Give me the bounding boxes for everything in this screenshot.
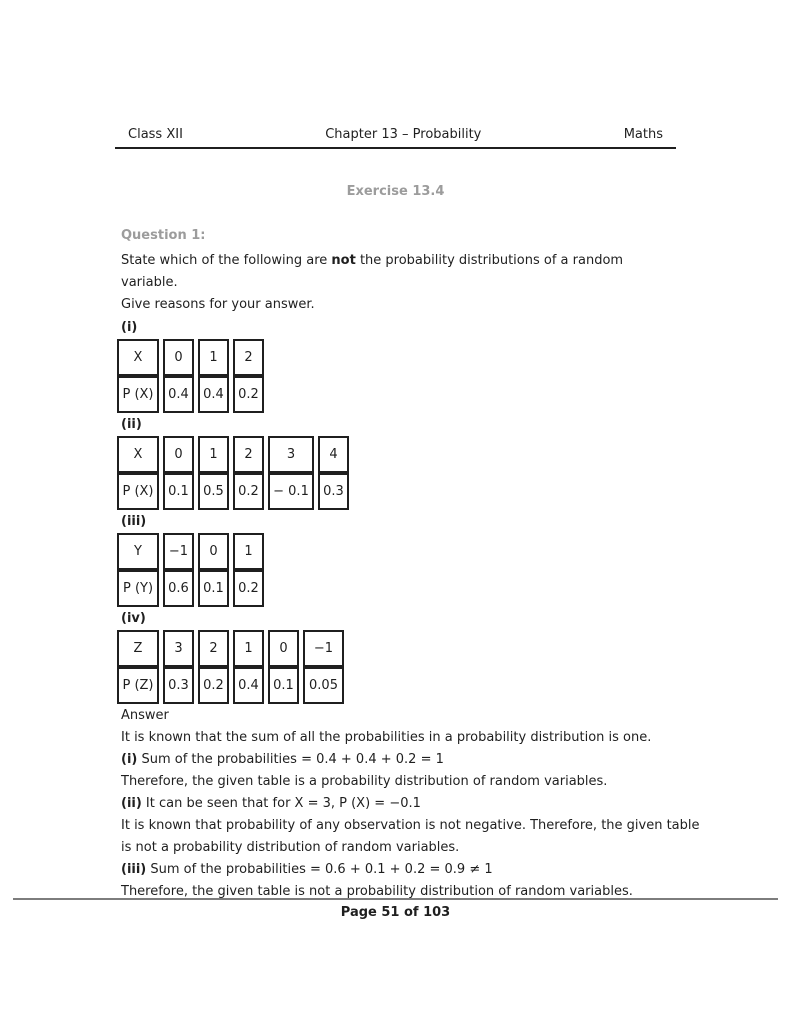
table-cell: 1	[233, 533, 264, 570]
exercise-title: Exercise 13.4	[346, 184, 445, 199]
table-row	[117, 570, 264, 607]
table-cell: 0	[268, 630, 299, 667]
distribution-table-iii	[113, 533, 268, 607]
table-cell: P (Z)	[117, 667, 159, 704]
table-row	[117, 339, 264, 376]
table-cell: 1	[233, 630, 264, 667]
question-text	[115, 250, 676, 316]
answer-line-7	[115, 859, 676, 881]
footer-rule	[13, 898, 778, 900]
table-cell: Z	[117, 630, 159, 667]
table-cell: P (Y)	[117, 570, 159, 607]
table-cell: X	[117, 339, 159, 376]
table-cell: 0.3	[163, 667, 194, 704]
header-subject: Maths	[623, 127, 663, 142]
table-row	[117, 436, 349, 473]
header-class: Class XII	[128, 127, 183, 142]
answer-line-4	[115, 793, 676, 815]
page-content	[115, 0, 700, 903]
table-label-iii: (iii)	[121, 514, 147, 529]
table-row	[117, 376, 264, 413]
answer-heading: Answer	[121, 708, 169, 723]
table-cell: Y	[117, 533, 159, 570]
answer-line-5	[115, 815, 700, 837]
answer-line-7-bold: (iii)	[121, 862, 147, 877]
table-cell: 0.1	[268, 667, 299, 704]
answer-line-1	[115, 727, 676, 749]
answer-line-2-bold: (i)	[121, 752, 138, 767]
table-cell: 0	[163, 436, 194, 473]
answer-line-1-text: It is known that the sum of all the probabilities in a probability distribution is one.	[121, 730, 652, 745]
table-cell: 0	[198, 533, 229, 570]
table-cell: 2	[233, 436, 264, 473]
table-cell: 0.2	[233, 376, 264, 413]
answer-line-3	[115, 771, 676, 793]
table-cell: 0.5	[198, 473, 229, 510]
answer-line-6-text: is not a probability distribution of random variables.	[121, 840, 460, 855]
answer-line-2	[115, 749, 676, 771]
answer-line-3-text: Therefore, the given table is a probability distribution of random variables.	[121, 774, 608, 789]
distribution-table-ii	[113, 436, 353, 510]
answer-line-4-text: It can be seen that for X = 3, P (X) = −0.1	[141, 796, 421, 811]
table-cell: 0.3	[318, 473, 349, 510]
table-cell: 0.2	[233, 473, 264, 510]
table-cell: P (X)	[117, 473, 159, 510]
table-cell: 0.2	[198, 667, 229, 704]
table-label-i: (i)	[121, 320, 138, 335]
table-cell: 2	[198, 630, 229, 667]
table-cell: 0.2	[233, 570, 264, 607]
question-line-1-pre: State which of the following are	[121, 253, 332, 268]
table-cell: 2	[233, 339, 264, 376]
table-cell: −1	[163, 533, 194, 570]
table-row	[117, 630, 344, 667]
table-label-ii: (ii)	[121, 417, 142, 432]
answer-line-7-text: Sum of the probabilities = 0.6 + 0.1 + 0.2 = 0.9 ≠ 1	[146, 862, 493, 877]
table-cell: 0.4	[198, 376, 229, 413]
table-cell: 0.1	[163, 473, 194, 510]
answer-line-2-text: Sum of the probabilities = 0.4 + 0.4 + 0.2 = 1	[137, 752, 444, 767]
table-cell: X	[117, 436, 159, 473]
table-cell: 0.4	[163, 376, 194, 413]
answer-line-4-bold: (ii)	[121, 796, 142, 811]
question-line-2: Give reasons for your answer.	[121, 297, 315, 312]
page-header	[115, 0, 676, 149]
table-cell: −1	[303, 630, 344, 667]
answer-line-8-text: Therefore, the given table is not a probability distribution of random variables.	[121, 884, 633, 899]
distribution-table-i	[113, 339, 268, 413]
answer-text	[115, 727, 700, 903]
table-cell: − 0.1	[268, 473, 314, 510]
table-cell: 0.4	[233, 667, 264, 704]
question-line-1	[121, 250, 676, 294]
table-cell: 0	[163, 339, 194, 376]
table-row	[117, 533, 264, 570]
table-cell: 3	[268, 436, 314, 473]
answer-line-6	[115, 837, 676, 859]
table-cell: P (X)	[117, 376, 159, 413]
question-title: Question 1:	[121, 228, 206, 243]
table-cell: 0.05	[303, 667, 344, 704]
page-number: Page 51 of 103	[340, 905, 451, 920]
table-row	[117, 473, 349, 510]
table-label-iv: (iv)	[121, 611, 146, 626]
table-cell: 0.6	[163, 570, 194, 607]
answer-line-5-text: It is known that probability of any observation is not negative. Therefore, the given table	[121, 818, 700, 833]
table-cell: 0.1	[198, 570, 229, 607]
distribution-table-iv	[113, 630, 348, 704]
table-cell: 1	[198, 436, 229, 473]
question-line-1-bold: not	[331, 253, 356, 268]
table-cell: 1	[198, 339, 229, 376]
question-line-1-post: the probability distributions of a random variable.	[121, 253, 624, 290]
header-chapter: Chapter 13 – Probability	[325, 127, 482, 142]
table-cell: 4	[318, 436, 349, 473]
table-cell: 3	[163, 630, 194, 667]
table-row	[117, 667, 344, 704]
